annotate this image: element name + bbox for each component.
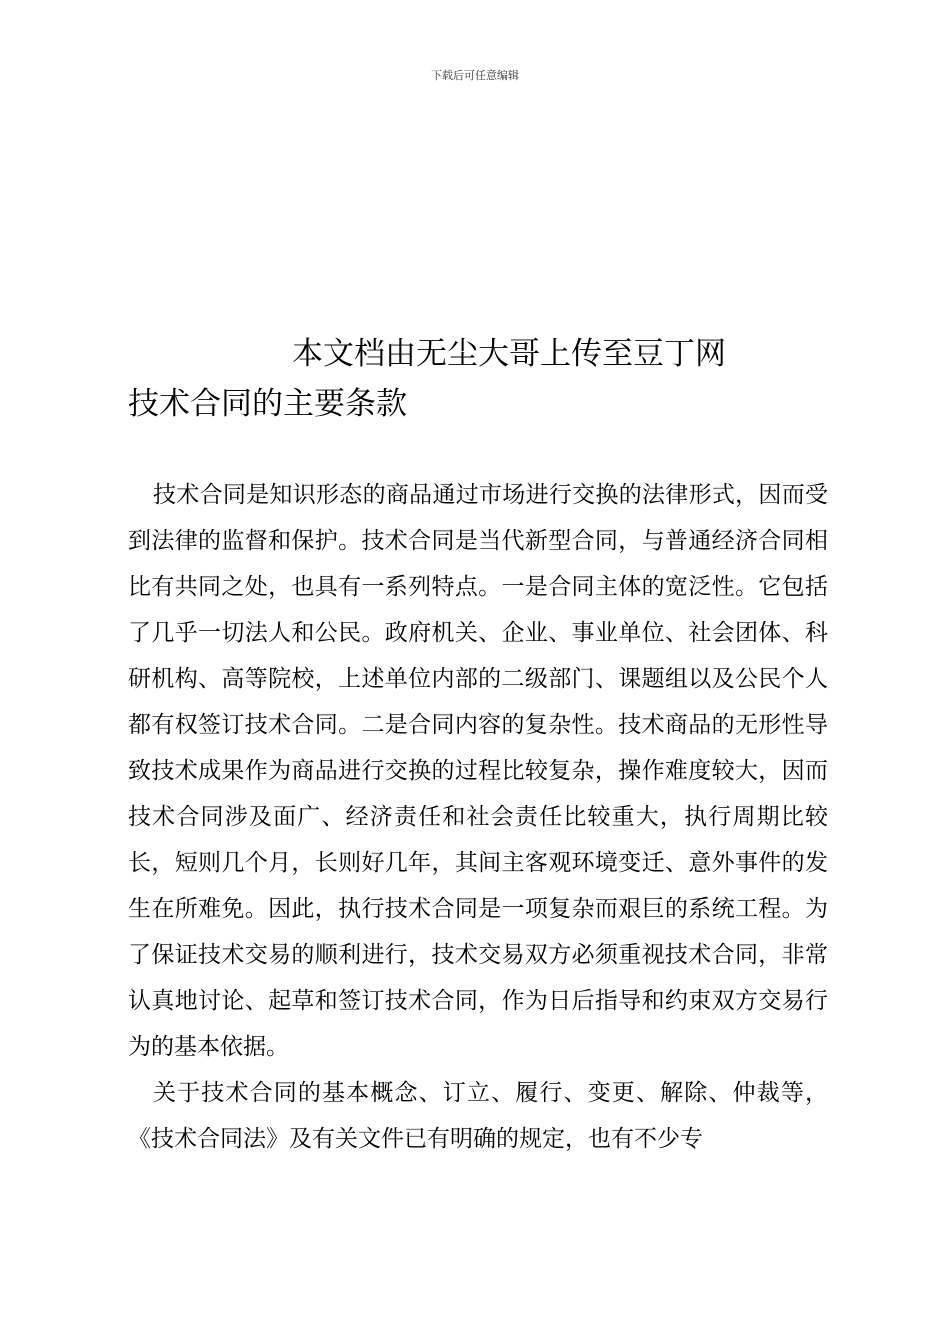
body-paragraph-2: 关于技术合同的基本概念、订立、履行、变更、解除、仲裁等，《技术合同法》及有关文件已有明确的规定，也有不少专 — [128, 1080, 828, 1152]
document-body — [128, 472, 828, 1162]
body-paragraph-1: 技术合同是知识形态的商品通过市场进行交换的法律形式，因而受到法律的监督和保护。技术合同是当代新型合同，与普通经济合同相比有共同之处，也具有一系列特点。一是合同主体的宽泛性。它包括了几乎一切法人和公民。政府机关、企业、事业单位、社会团体、科研机构、高等院校，上述单位内部的二级部门、课题组以及公民个人都有权签订技术合同。二是合同内容的复杂性。技术商品的无形性导致技术成果作为商品进行交换的过程比较复杂，操作难度较大，因而技术合同涉及面广、经济责任和社会责任比较重大，执行周期比较长，短则几个月，长则好几年，其间主客观环境变迁、意外事件的发生在所难免。因此，执行技术合同是一项复杂而艰巨的系统工程。为了保证技术交易的顺利进行，技术交易双方必须重视技术合同，非常认真地讨论、起草和签订技术合同，作为日后指导和约束双方交易行为的基本依据。 — [128, 482, 828, 1060]
upload-note: 本文档由无尘大哥上传至豆丁网 — [292, 336, 726, 372]
header-note: 下载后可任意编辑 — [431, 69, 519, 82]
document-title: 技术合同的主要条款 — [128, 386, 407, 422]
